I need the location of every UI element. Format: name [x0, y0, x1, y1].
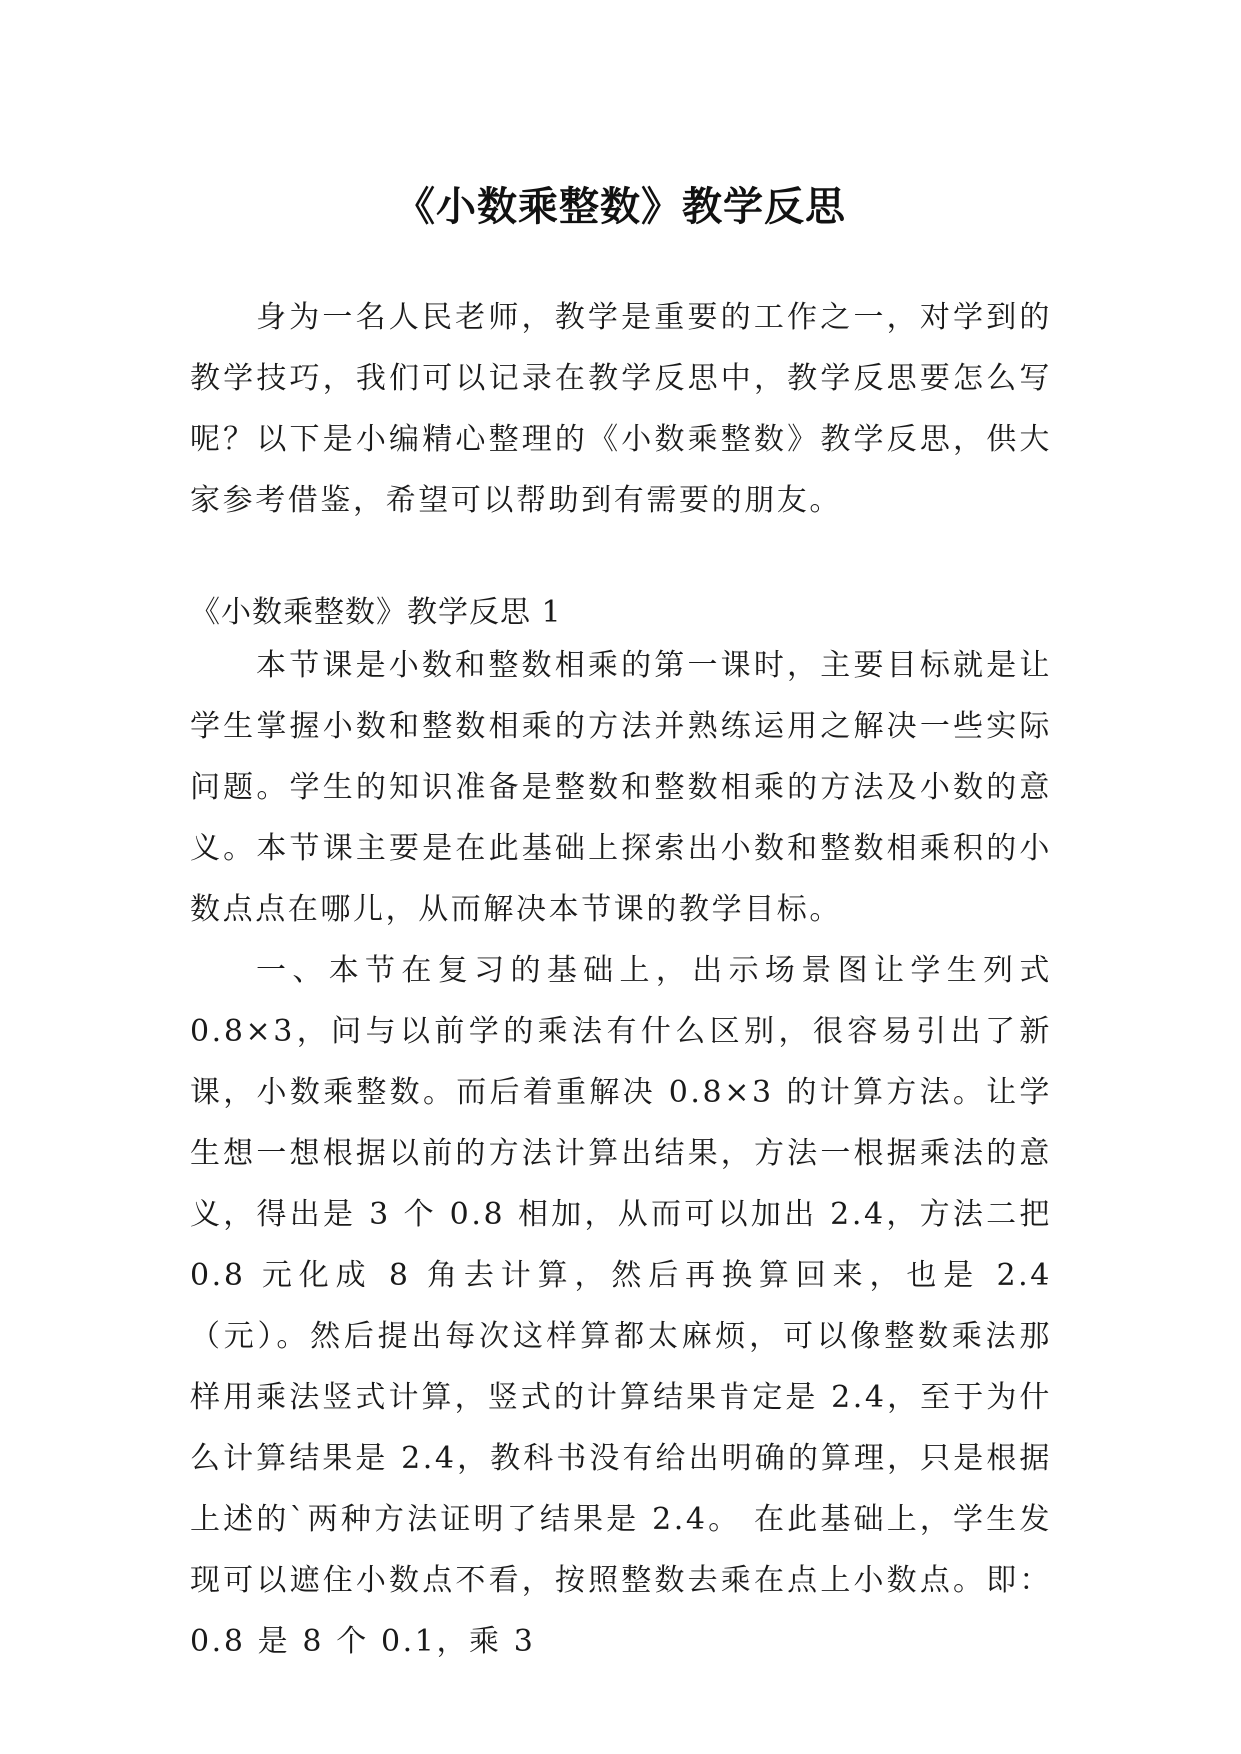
intro-paragraph: 身为一名人民老师，教学是重要的工作之一，对学到的教学技巧，我们可以记录在教学反思中，教学反思要怎么写呢？以下是小编精心整理的《小数乘整数》教学反思，供大家参考借鉴，希望可以帮助到有需要的朋友。 [190, 300, 1052, 518]
body-paragraph: 一、本节在复习的基础上，出示场景图让学生列式 0.8×3，问与以前学的乘法有什么区别，很容易引出了新课，小数乘整数。而后着重解决 0.8×3 的计算方法。让学生想一想根据以前的方法计算出结果，方法一根据乘法的意义，得出是 3 个 0.8 相加，从而可以加出 2.4，方法二把 0.8 元化成 8 角去计算，然后再换算回来，也是 2.4（元）。然后提出每次这样算都太麻烦，可以像整数乘法那样用乘法竖式计算，竖式的计算结果肯定是 2.4，至于为什么计算结果是 2.4，教科书没有给出明确的算理，只是根据上述的`两种方法证明了结果是 2.4。 在此基础上，学生发现可以遮住小数点不看，按照整数去乘在点上小数点。即：0.8 是 8 个 0.1，乘 3 [190, 953, 1052, 1659]
document-title: 《小数乘整数》教学反思 [395, 183, 846, 230]
section-heading: 《小数乘整数》教学反思 1 [190, 595, 562, 630]
body-paragraph: 本节课是小数和整数相乘的第一课时，主要目标就是让学生掌握小数和整数相乘的方法并熟练运用之解决一些实际问题。学生的知识准备是整数和整数相乘的方法及小数的意义。本节课主要是在此基础上探索出小数和整数相乘积的小数点点在哪儿，从而解决本节课的教学目标。 [190, 648, 1052, 927]
